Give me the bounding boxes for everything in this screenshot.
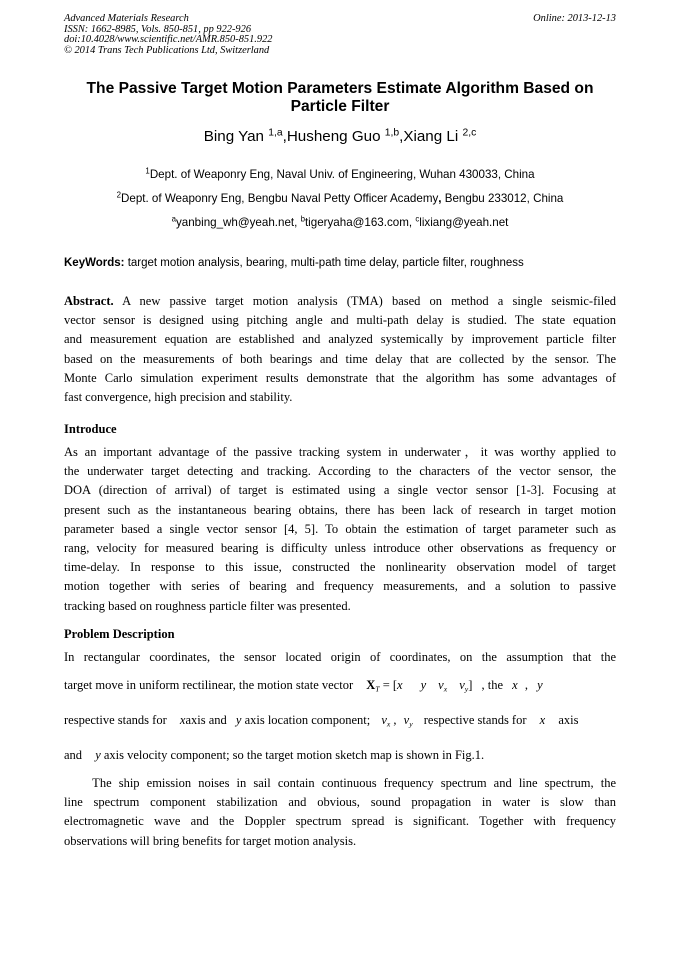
problem-line-4-b: axis velocity component; so the target motion sketch map is shown in Fig.1.: [103, 748, 485, 762]
problem-line-3-d: respective stands for: [423, 713, 527, 727]
affiliation-2-sup: 2: [116, 190, 121, 200]
comma: ,: [524, 678, 528, 692]
title-line-2: Particle Filter: [290, 98, 390, 115]
abstract-line-0: A new passive target motion analysis (TMA) based on method a single seismic-filed: [113, 294, 616, 308]
var-x: x: [539, 713, 546, 727]
affiliation-1: [64, 168, 616, 182]
problem-para2-line-1: line spectrum component stabilization and obvious, sound propagation in water is slow than: [64, 795, 616, 810]
online-date: Online: 2013-12-13: [533, 13, 616, 24]
affiliation-2-text: Dept. of Weaponry Eng, Bengbu Naval Petty Officer Academy: [121, 192, 439, 205]
email-c: lixiang@yeah.net: [419, 216, 509, 229]
abstract-label: Abstract.: [64, 294, 114, 308]
email-a-sup: a: [171, 214, 176, 224]
problem-line-2: [64, 677, 616, 698]
problem-line-1: In rectangular coordinates, the sensor located origin of coordinates, on the assumption that the: [64, 650, 616, 664]
abstract-line-5: fast convergence, high precision and stability.: [64, 389, 293, 404]
abstract-line-4: Monte Carlo simulation experiment results demonstrate that the algorithm has some advantages of: [64, 370, 616, 385]
intro-line-3: present such as the instantaneous bearing obtains, there has been lack of research in target motion: [64, 502, 616, 517]
var-y: y: [95, 748, 101, 762]
author-list: [64, 128, 616, 146]
eq-vx-sub: x: [443, 684, 448, 694]
abstract: [64, 292, 616, 407]
var-y: y: [235, 713, 242, 727]
eq-vy: v: [459, 678, 465, 692]
problem-line-3: [64, 712, 616, 733]
author-1: Bing Yan: [203, 128, 269, 145]
abstract-line-1: vector sensor is designed using pitching angle and multi-path delay is studied. The state equation: [64, 313, 616, 328]
var-x: x: [512, 678, 518, 692]
abstract-line-2: and measurement equation are established and analyzed systemically by improvement particle filter: [64, 332, 616, 347]
keywords-text: target motion analysis, bearing, multi-path time delay, particle filter, roughness: [124, 257, 524, 269]
journal-name: Advanced Materials Research: [64, 13, 189, 24]
email-b-sup: b: [300, 214, 305, 224]
eq-x: x: [397, 678, 403, 692]
affiliation-2-tail: Bengbu 233012, China: [441, 192, 564, 205]
intro-line-1: the underwater target detecting and tracking. According to the characters of the vector sensor, the: [64, 464, 616, 479]
problem-para2-line-2: electromagnetic wave and the Doppler spectrum spread is significant. Together with frequency: [64, 814, 616, 829]
problem-line-3-b: axis and: [185, 713, 227, 727]
eq-vx: v: [438, 678, 444, 692]
intro-line-7: motion together with series of bearing and frequency measurements, and a solution to passive: [64, 579, 616, 594]
issn: ISSN: 1662-8985, Vols. 850-851, pp 922-926: [64, 23, 252, 35]
var-y: y: [537, 678, 543, 692]
problem-para-2: [64, 774, 616, 851]
eq-equals: = [: [379, 678, 398, 692]
problem-line-3-c: axis location component;: [244, 713, 371, 727]
doi: doi:10.4028/www.scientific.net/AMR.850-851.922: [64, 34, 273, 46]
problem-line-2-the: , the: [481, 678, 504, 692]
author-3: ,Xiang Li: [399, 128, 463, 145]
problem-para2-line-3: observations will bring benefits for target motion analysis.: [64, 833, 357, 848]
section-heading-problem: Problem Description: [64, 627, 175, 641]
eq-X: X: [366, 678, 376, 692]
problem-line-3-e: axis: [558, 713, 579, 727]
author-2: ,Husheng Guo: [282, 128, 385, 145]
abstract-line: [64, 292, 616, 311]
problem-line-2-text: target move in uniform rectilinear, the motion state vector: [64, 678, 354, 692]
problem-line-3-a: respective stands for: [64, 713, 167, 727]
affiliation-1-text: Dept. of Weaponry Eng, Naval Univ. of Engineering, Wuhan 430033, China: [149, 168, 535, 181]
email-c-sup: c: [415, 214, 420, 224]
problem-line-4-a: and: [64, 748, 83, 762]
intro-line-0: As an important advantage of the passive tracking system in underwater，it was worthy applied to: [64, 445, 616, 459]
copyright: © 2014 Trans Tech Publications Ltd, Switzerland: [64, 44, 270, 56]
affiliation-2-comma: ,: [438, 192, 442, 205]
author-3-sup: 2,c: [462, 127, 477, 139]
affiliation-2: [64, 192, 616, 206]
abstract-line-3: based on the measurements of both bearings and time delay that are collected by the sensor. The: [64, 351, 616, 366]
author-2-sup: 1,b: [384, 127, 400, 139]
var-x: x: [179, 713, 186, 727]
intro-line-8: tracking based on roughness particle filter was presented.: [64, 598, 351, 613]
eq-vy-sub: y: [464, 684, 469, 694]
keywords-label: KeyWords:: [64, 257, 125, 269]
paper-title: [64, 80, 616, 116]
email-a: yanbing_wh@yeah.net,: [175, 216, 301, 229]
comma: ,: [393, 713, 397, 727]
var-vx: v: [381, 713, 387, 727]
problem-para2-line-0: The ship emission noises in sail contain continuous frequency spectrum and line spectrum, the: [64, 776, 616, 790]
eq-y: y: [420, 678, 427, 692]
eq-close: ]: [468, 678, 473, 692]
section-heading-introduce: Introduce: [64, 422, 117, 436]
affiliation-1-sup: 1: [145, 166, 150, 176]
var-vy-sub: y: [409, 719, 413, 729]
var-vx-sub: x: [386, 719, 391, 729]
author-1-sup: 1,a: [268, 127, 283, 139]
title-line-1: The Passive Target Motion Parameters Estimate Algorithm Based on: [86, 80, 594, 97]
journal-header: [64, 14, 616, 56]
intro-line-4: parameter based a single vector sensor [4, 5]. To obtain the estimation of target parameter such as: [64, 521, 616, 536]
email-b: tigeryaha@163.com,: [304, 216, 416, 229]
state-vector-equation: [366, 678, 472, 692]
var-vy: v: [403, 713, 410, 727]
intro-line-6: time-delay. In response to this issue, constructed the nonlinearity observation model of target: [64, 560, 616, 575]
introduce-body: [64, 443, 616, 616]
keywords: [64, 256, 616, 270]
eq-T: T: [375, 684, 380, 694]
problem-line-1-wrap: [64, 648, 616, 667]
email-line: [64, 216, 616, 230]
intro-line-5: rang, velocity for measured bearing is difficulty unless introduce other observations as frequency or: [64, 540, 616, 555]
intro-line-2: DOA (direction of arrival) of target is estimated using a single vector sensor [1-3]. Focusing at: [64, 483, 616, 498]
problem-line-4: [64, 747, 616, 763]
